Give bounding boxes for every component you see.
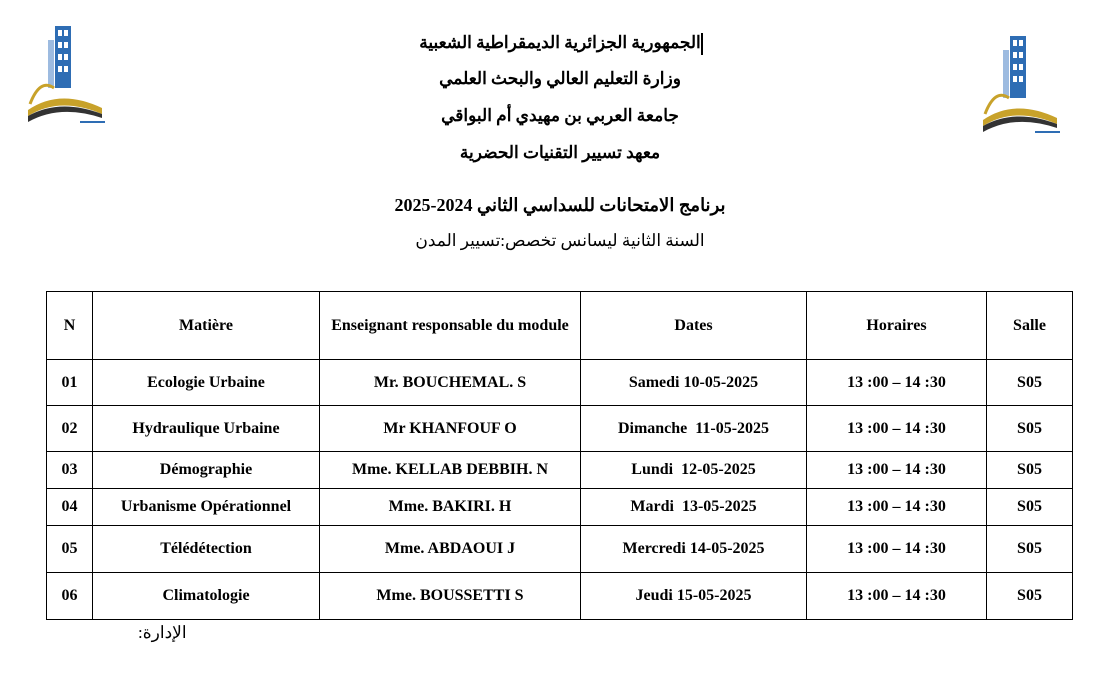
cell-time: 13 :00 – 14 :30 xyxy=(807,406,987,452)
cell-teacher: Mme. KELLAB DEBBIH. N xyxy=(320,452,581,489)
cell-subject: Télédétection xyxy=(93,526,320,573)
cell-date: Mercredi 14-05-2025 xyxy=(581,526,807,573)
header-cell: Horaires xyxy=(807,292,987,360)
university-name: جامعة العربي بن مهيدي أم البواقي xyxy=(441,106,679,125)
header-cell: Salle xyxy=(987,292,1073,360)
text-cursor xyxy=(701,33,703,55)
cell-subject: Climatologie xyxy=(93,573,320,620)
university-logo-icon xyxy=(965,28,1065,148)
cell-room: S05 xyxy=(987,526,1073,573)
cell-date: Dimanche 11-05-2025 xyxy=(581,406,807,452)
cell-date: Samedi 10-05-2025 xyxy=(581,360,807,406)
administration-signature-label: الإدارة: xyxy=(138,623,187,642)
cell-time: 13 :00 – 14 :30 xyxy=(807,526,987,573)
header-cell: Matière xyxy=(93,292,320,360)
header-cell: Dates xyxy=(581,292,807,360)
cell-teacher: Mme. BAKIRI. H xyxy=(320,489,581,526)
cell-teacher: Mme. BOUSSETTI S xyxy=(320,573,581,620)
table-row xyxy=(47,489,1073,526)
cell-teacher: Mr KHANFOUF O xyxy=(320,406,581,452)
cell-time: 13 :00 – 14 :30 xyxy=(807,360,987,406)
country-name: الجمهورية الجزائرية الديمقراطية الشعبية xyxy=(419,33,701,52)
document-title: برنامج الامتحانات للسداسي الثاني 2024-2025 xyxy=(394,195,726,215)
header-cell: Enseignant responsable du module xyxy=(320,292,581,360)
table-header-row xyxy=(47,292,1073,360)
cell-number: 06 xyxy=(47,573,93,620)
table-row xyxy=(47,573,1073,620)
exam-schedule-table xyxy=(46,291,1073,620)
cell-subject: Urbanisme Opérationnel xyxy=(93,489,320,526)
cell-subject: Démographie xyxy=(93,452,320,489)
university-logo-icon xyxy=(10,18,110,138)
cell-date: Jeudi 15-05-2025 xyxy=(581,573,807,620)
table-row xyxy=(47,526,1073,573)
table-row xyxy=(47,452,1073,489)
cell-room: S05 xyxy=(987,573,1073,620)
document-subtitle: السنة الثانية ليسانس تخصص:تسيير المدن xyxy=(415,231,705,250)
cell-number: 02 xyxy=(47,406,93,452)
cell-room: S05 xyxy=(987,406,1073,452)
table-row xyxy=(47,360,1073,406)
header-cell: N xyxy=(47,292,93,360)
cell-time: 13 :00 – 14 :30 xyxy=(807,489,987,526)
cell-time: 13 :00 – 14 :30 xyxy=(807,452,987,489)
cell-number: 05 xyxy=(47,526,93,573)
cell-date: Mardi 13-05-2025 xyxy=(581,489,807,526)
cell-subject: Ecologie Urbaine xyxy=(93,360,320,406)
table-row xyxy=(47,406,1073,452)
cell-room: S05 xyxy=(987,360,1073,406)
cell-teacher: Mme. ABDAOUI J xyxy=(320,526,581,573)
cell-number: 04 xyxy=(47,489,93,526)
cell-date: Lundi 12-05-2025 xyxy=(581,452,807,489)
cell-room: S05 xyxy=(987,489,1073,526)
cell-time: 13 :00 – 14 :30 xyxy=(807,573,987,620)
cell-teacher: Mr. BOUCHEMAL. S xyxy=(320,360,581,406)
cell-room: S05 xyxy=(987,452,1073,489)
cell-number: 03 xyxy=(47,452,93,489)
cell-subject: Hydraulique Urbaine xyxy=(93,406,320,452)
institute-name: معهد تسيير التقنيات الحضرية xyxy=(459,143,661,162)
cell-number: 01 xyxy=(47,360,93,406)
ministry-name: وزارة التعليم العالي والبحث العلمي xyxy=(439,69,681,88)
